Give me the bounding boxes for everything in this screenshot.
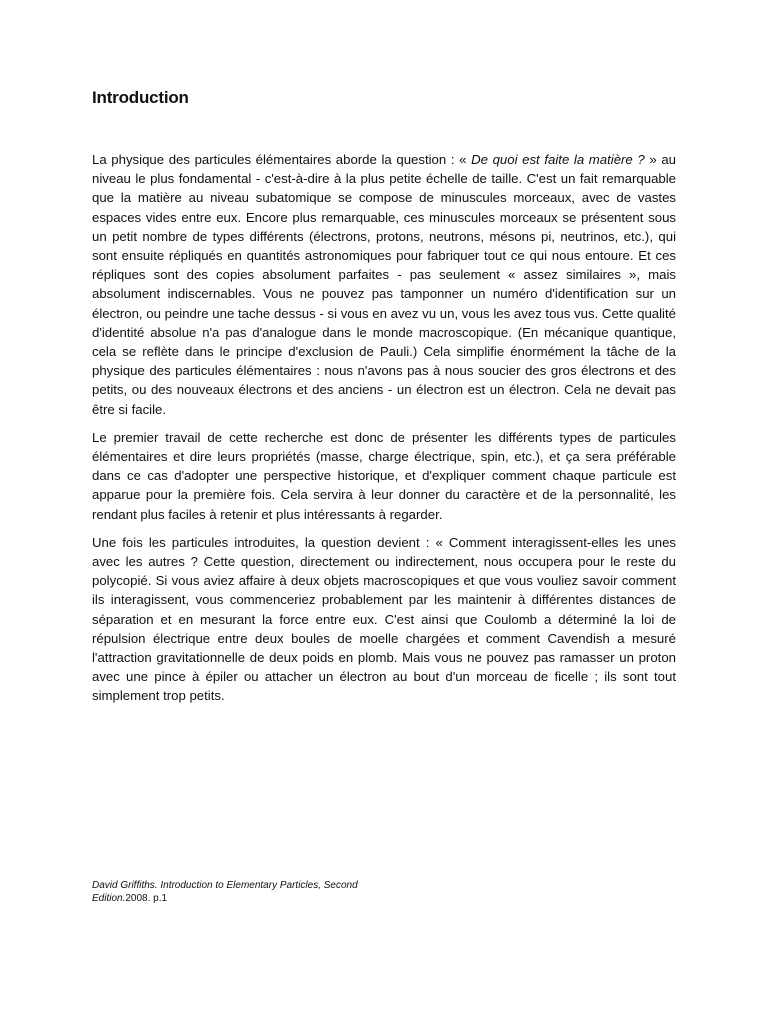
citation-source: David Griffiths. Introduction to Elementary Particles, Second Edition. xyxy=(92,880,358,904)
paragraph-1-question: De quoi est faite la matière ? xyxy=(471,152,645,167)
paragraph-2-run-1: Le premier travail de cette recherche est donc de présenter les différents types de particules élémentaires et dire leurs propriétés (masse, charge électrique, spin, etc.), et ça sera préférable dans ce cas d'adopter une perspective historique, et d'expliquer comment chaque particule est apparue pour la première fois. Cela servira à leur donner du caractère et de la personnalité, les rendant plus faciles à retenir et plus intéressants à regarder. xyxy=(92,429,676,522)
citation-footnote xyxy=(92,879,392,905)
body-text xyxy=(92,150,676,715)
paragraph-3-run-1: Une fois les particules introduites, la question devient : « Comment interagissent-elles les unes avec les autres ? Cette question, directement ou indirectement, nous occupera pour le reste du polycopié. Si vous aviez affaire à deux objets macroscopiques et que vous vouliez savoir comment ils interagissent, vous commenceriez probablement par les maintenir à différentes distances de séparation et en mesurant la force entre eux. C'est ainsi que Coulomb a déterminé la loi de répulsion électrique entre deux boules de moelle chargées et comment Cavendish a mesuré l'attraction gravitationnelle de deux poids en plomb. Mais vous ne pouvez pas ramasser un proton avec une pince à épiler ou attacher un électron au bout d'un morceau de ficelle ; ils sont tout simplement trop petits. xyxy=(92,534,676,704)
paragraph-1-run-3: » au niveau le plus fondamental - c'est-à-dire à la plus petite échelle de taille. C'est un fait remarquable que la matière au niveau subatomique se compose de minuscules morceaux, avec de vastes espaces vides entre eux. Encore plus remarquable, ces minuscules morceaux se présentent sous un petit nombre de types différents (électrons, protons, neutrons, mésons pi, neutrinos, etc.), qui sont ensuite répliqués en quantités astronomiques pour fabriquer tout ce qui nous entoure. Et ces répliques sont des copies absolument parfaites - pas seulement « assez similaires », mais absolument indiscernables. Vous ne pouvez pas tamponner un numéro d'identification sur un électron, ou peindre une tache dessus - si vous en avez vu un, vous les avez tous vus. Cette qualité d'identité absolue n'a pas d'analogue dans le monde macroscopique. (En mécanique quantique, cela se reflète dans le principe d'exclusion de Pauli.) Cela simplifie énormément la tâche de la physique des particules élémentaires : nous n'avons pas à nous soucier des gros électrons et des petits, ou des nouveaux électrons et des anciens - un électron est un électron. Cela ne devait pas être si facile. xyxy=(92,152,676,417)
paragraph-2 xyxy=(92,428,676,524)
paragraph-1-run-1: La physique des particules élémentaires aborde la question : « xyxy=(92,152,472,167)
paragraph-3 xyxy=(92,533,676,706)
page-title: Introduction xyxy=(92,88,189,107)
paragraph-1 xyxy=(92,150,676,419)
citation-page: 2008. p.1 xyxy=(125,893,168,904)
